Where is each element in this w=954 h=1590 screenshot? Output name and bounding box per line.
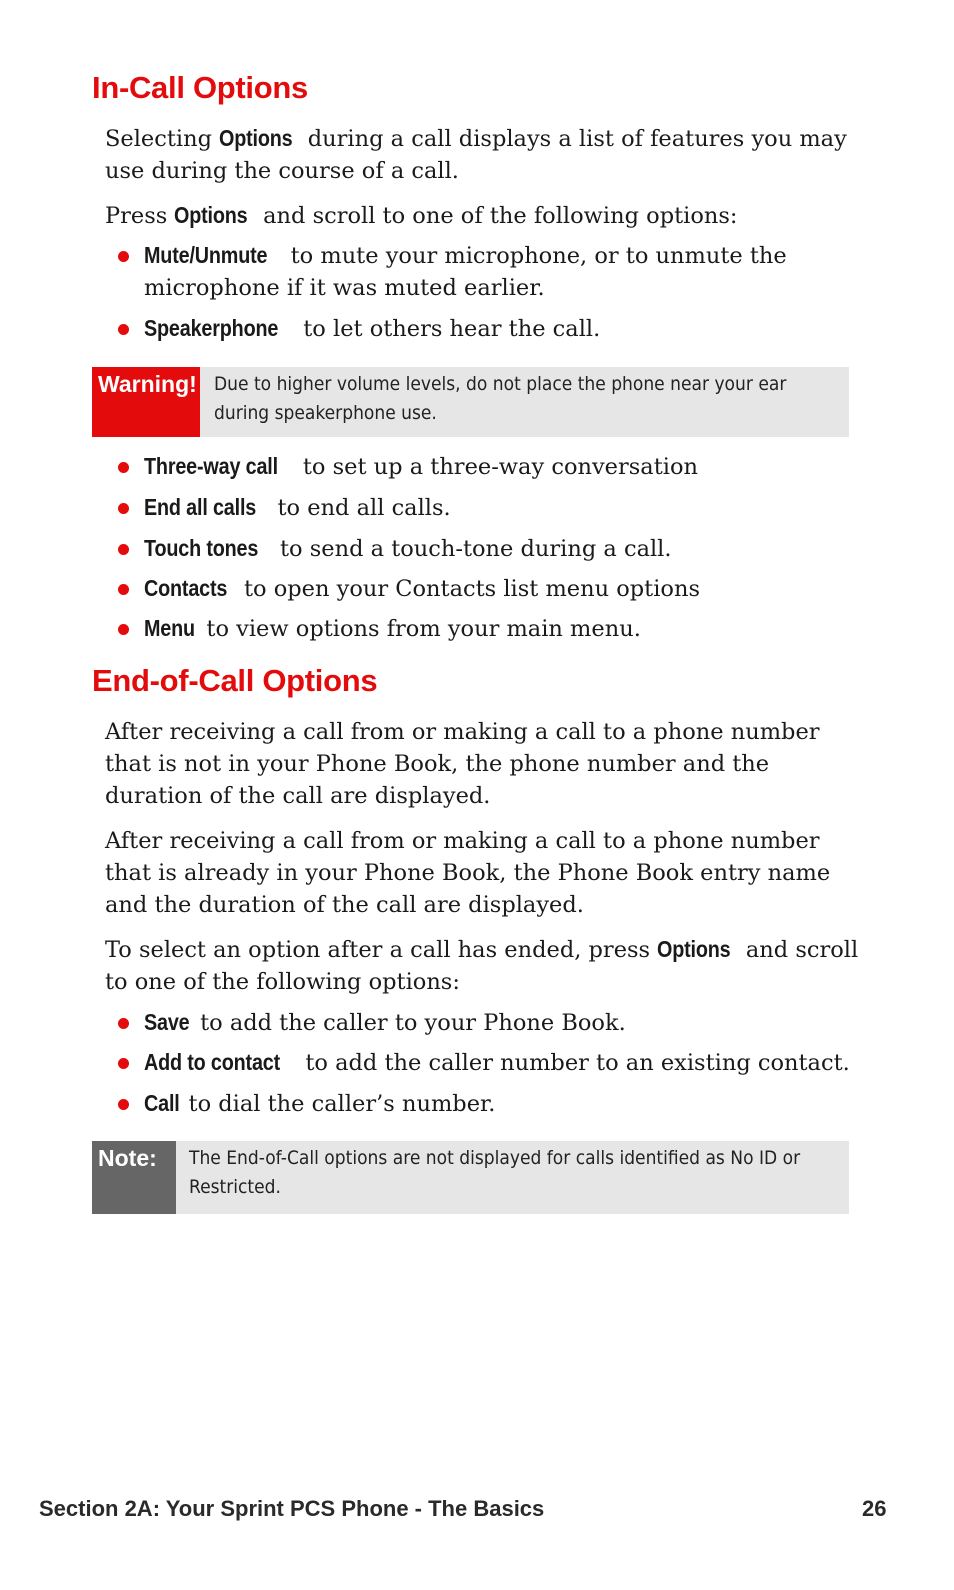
page-number: 26 — [862, 1496, 887, 1521]
end-call-paragraph-1: After receiving a call from or making a call to a phone number that is not in your Phone Book, the phone number and the duration of the call are displayed. — [105, 719, 820, 809]
end-call-paragraph-3: To select an option after a call has ended, press Options and scroll to one of the following options: — [105, 933, 865, 998]
bullet-icon — [118, 251, 129, 262]
in-call-intro-paragraph: Selecting Options during a call displays a list of features you may use during the course of a call. — [105, 122, 865, 187]
bullet-icon — [118, 1018, 129, 1029]
bullet-icon — [118, 544, 129, 555]
bullet-icon — [118, 624, 129, 635]
options-keyword: Options — [174, 202, 248, 228]
bullet-icon — [118, 1099, 129, 1110]
warning-callout — [92, 367, 849, 437]
press-options-paragraph: Press Options and scroll to one of the following options: — [105, 199, 865, 232]
options-keyword: Options — [219, 125, 293, 151]
bullet-icon — [118, 462, 129, 473]
note-text: The End-of-Call options are not displayed for calls identified as No ID or Restricted. — [189, 1147, 801, 1198]
end-call-paragraph-2: After receiving a call from or making a call to a phone number that is already in your Phone Book, the Phone Book entry name and the duration of the call are displayed. — [105, 828, 831, 918]
note-callout — [92, 1141, 849, 1214]
warning-text: Due to higher volume levels, do not place the phone near your ear during speakerphone use. — [214, 373, 787, 424]
note-label: Note: — [92, 1141, 176, 1214]
bullet-icon — [118, 324, 129, 335]
options-keyword: Options — [657, 936, 731, 962]
bullet-icon — [118, 503, 129, 514]
bullet-icon — [118, 584, 129, 595]
section-title-end-of-call-options: End-of-Call Options — [92, 663, 378, 698]
warning-label: Warning! — [92, 367, 200, 437]
section-title-in-call-options: In-Call Options — [92, 70, 308, 105]
footer-section-title: Section 2A: Your Sprint PCS Phone - The Basics — [39, 1496, 545, 1521]
bullet-icon — [118, 1058, 129, 1069]
